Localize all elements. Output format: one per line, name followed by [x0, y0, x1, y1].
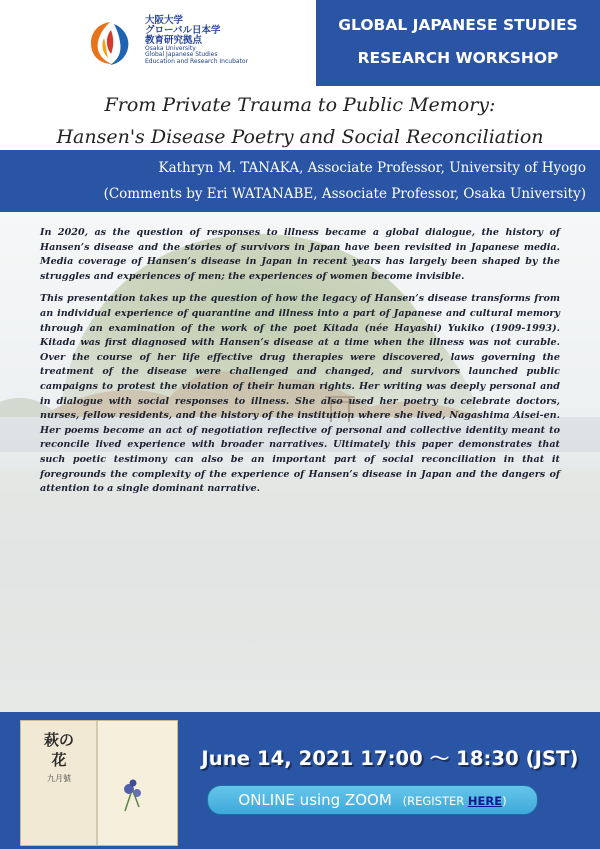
svg-text:萩の: 萩の: [43, 731, 75, 749]
abstract-paragraph-1: In 2020, as the question of responses to illness became a global dialogue, the history of Hansen’s disease and the stories of survivors in Japan have been revisited in Japanese media. Media coverage of Hansen’s disease in Japan in recent years has largely been shaped by the struggles and experiences of men; the experiences of women become invisible.: [40, 227, 560, 282]
svg-text:九月號: 九月號: [47, 774, 71, 783]
logo-text: [145, 16, 248, 65]
title-line-1: From Private Trauma to Public Memory:: [104, 94, 496, 116]
event-date-time: June 14, 2021 17:00 〜 18:30 (JST): [201, 747, 579, 770]
book-cover-illustration: [21, 721, 177, 845]
register-here-link[interactable]: HERE: [467, 794, 503, 808]
commentator-line: (Comments by Eri WATANABE, Associate Professor, Osaka University): [103, 186, 586, 202]
header-line-1: GLOBAL JAPANESE STUDIES: [338, 16, 578, 34]
logo-en-line-2: Global Japanese Studies: [145, 51, 218, 59]
abstract-paragraph-2: This presentation takes up the question of how the legacy of Hansen’s disease transforms from an individual experience of quarantine and illness into a part of Japanese and cultural memory through an examination of the work of the poet Kitada (née Hayashi) Yukiko (1909-1993). Kitada was first diagnosed with Hansen’s disease at a time when the illness was not curable. Over the course of her life effective drug therapies were discovered, laws governing the treatment of the disease were challenged and changed, and survivors launched public campaigns to protest the violation of their human rights. Her writing was deeply personal and in dialogue with social responses to illness. She also used her poetry to celebrate doctors, nurses, fellow residents, and the history of the institution where she lived, Nagashima Aisei-en. Her poems become an act of negotiation reflective of personal and collective identity meant to reconcile lived experience with broader narratives. Ultimately this paper demonstrates that such poetic testimony can also be an important part of social reconciliation in that it foregrounds the complexity of the experience of Hansen’s disease in Japan and the dangers of attention to a single dominant narrative.: [40, 293, 560, 495]
talk-title: [0, 86, 600, 153]
title-line-2: Hansen's Disease Poetry and Social Reconciliation: [56, 126, 544, 148]
abstract: [40, 226, 560, 505]
book-cover-image: [20, 720, 178, 846]
online-zoom-badge[interactable]: [207, 785, 538, 815]
logo-en-line-3: Education and Research Incubator: [145, 57, 249, 65]
workshop-header: [316, 0, 600, 86]
header-line-2: RESEARCH WORKSHOP: [357, 49, 559, 67]
speaker-band: [0, 150, 600, 212]
logo-jp-line-2: グローバル日本学: [145, 24, 221, 36]
speaker-line: Kathryn M. TANAKA, Associate Professor, University of Hyogo: [158, 160, 586, 176]
logo-area: [0, 0, 316, 86]
register-suffix: ): [502, 794, 507, 808]
register-prefix: (REGISTER: [402, 794, 468, 808]
online-label: ONLINE using ZOOM: [238, 791, 392, 809]
logo-en-line-1: Osaka University: [145, 44, 196, 52]
register-text: [403, 794, 507, 808]
logo-jp-line-1: 大阪大学: [145, 15, 184, 26]
svg-text:花: 花: [51, 751, 67, 769]
logo-jp-line-3: 教育研究拠点: [145, 34, 203, 46]
osaka-university-logo-icon: [84, 18, 138, 68]
